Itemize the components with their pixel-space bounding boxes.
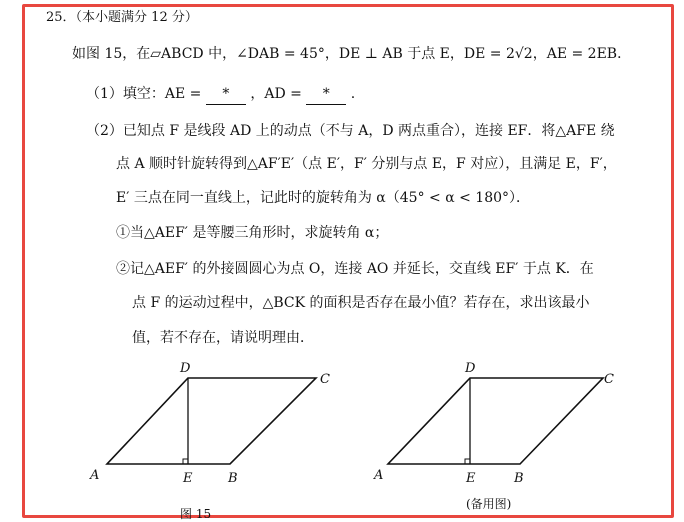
problem-intro: 如图 15，在▱ABCD 中，∠DAB = 45°，DE ⊥ AB 于点 E，DE = 2√2，AE = 2EB． bbox=[72, 46, 632, 62]
answer-blank-ad: * bbox=[306, 84, 346, 105]
label-d: D bbox=[465, 361, 476, 376]
label-b: B bbox=[228, 471, 238, 486]
part1-prefix: （1）填空：AE = bbox=[86, 86, 202, 102]
label-d: D bbox=[180, 361, 191, 376]
part2-line-1: （2）已知点 F 是线段 AD 上的动点（不与 A，D 两点重合），连接 EF．将△AFE 绕 bbox=[86, 123, 615, 139]
part2-line-3: E′ 三点在同一直线上，记此时的旋转角为 α（45° < α < 180°）． bbox=[116, 190, 531, 206]
problem-header: 25．（本小题满分 12 分） bbox=[46, 10, 198, 25]
label-a: A bbox=[374, 468, 384, 483]
figure-15-caption: 图 15 bbox=[180, 507, 212, 521]
part2-line-2: 点 A 顺时针旋转得到△AF′E′（点 E′，F′ 分别与点 E，F 对应），且满足 E，F′， bbox=[116, 156, 617, 172]
parallelogram-abcd bbox=[388, 378, 603, 464]
label-b: B bbox=[514, 471, 524, 486]
question-2-line-2: 点 F 的运动过程中，△BCK 的面积是否存在最小值？若存在，求出该最小 bbox=[132, 295, 590, 311]
question-2-line-3: 值，若不存在，请说明理由． bbox=[132, 330, 314, 346]
question-1: ①当△AEF′ 是等腰三角形时，求旋转角 α； bbox=[116, 225, 389, 241]
part1-mid: ，AD = bbox=[250, 86, 302, 102]
label-a: A bbox=[90, 468, 100, 483]
label-c: C bbox=[604, 372, 614, 387]
backup-figure-caption: (备用图) bbox=[466, 497, 512, 511]
label-e: E bbox=[183, 471, 193, 486]
label-c: C bbox=[320, 372, 330, 387]
answer-blank-ae: * bbox=[206, 84, 246, 105]
label-e: E bbox=[466, 471, 476, 486]
question-2-line-1: ②记△AEF′ 的外接圆圆心为点 O，连接 AO 并延长，交直线 EF′ 于点 K．在 bbox=[116, 261, 594, 277]
part1-end: . bbox=[350, 86, 356, 102]
